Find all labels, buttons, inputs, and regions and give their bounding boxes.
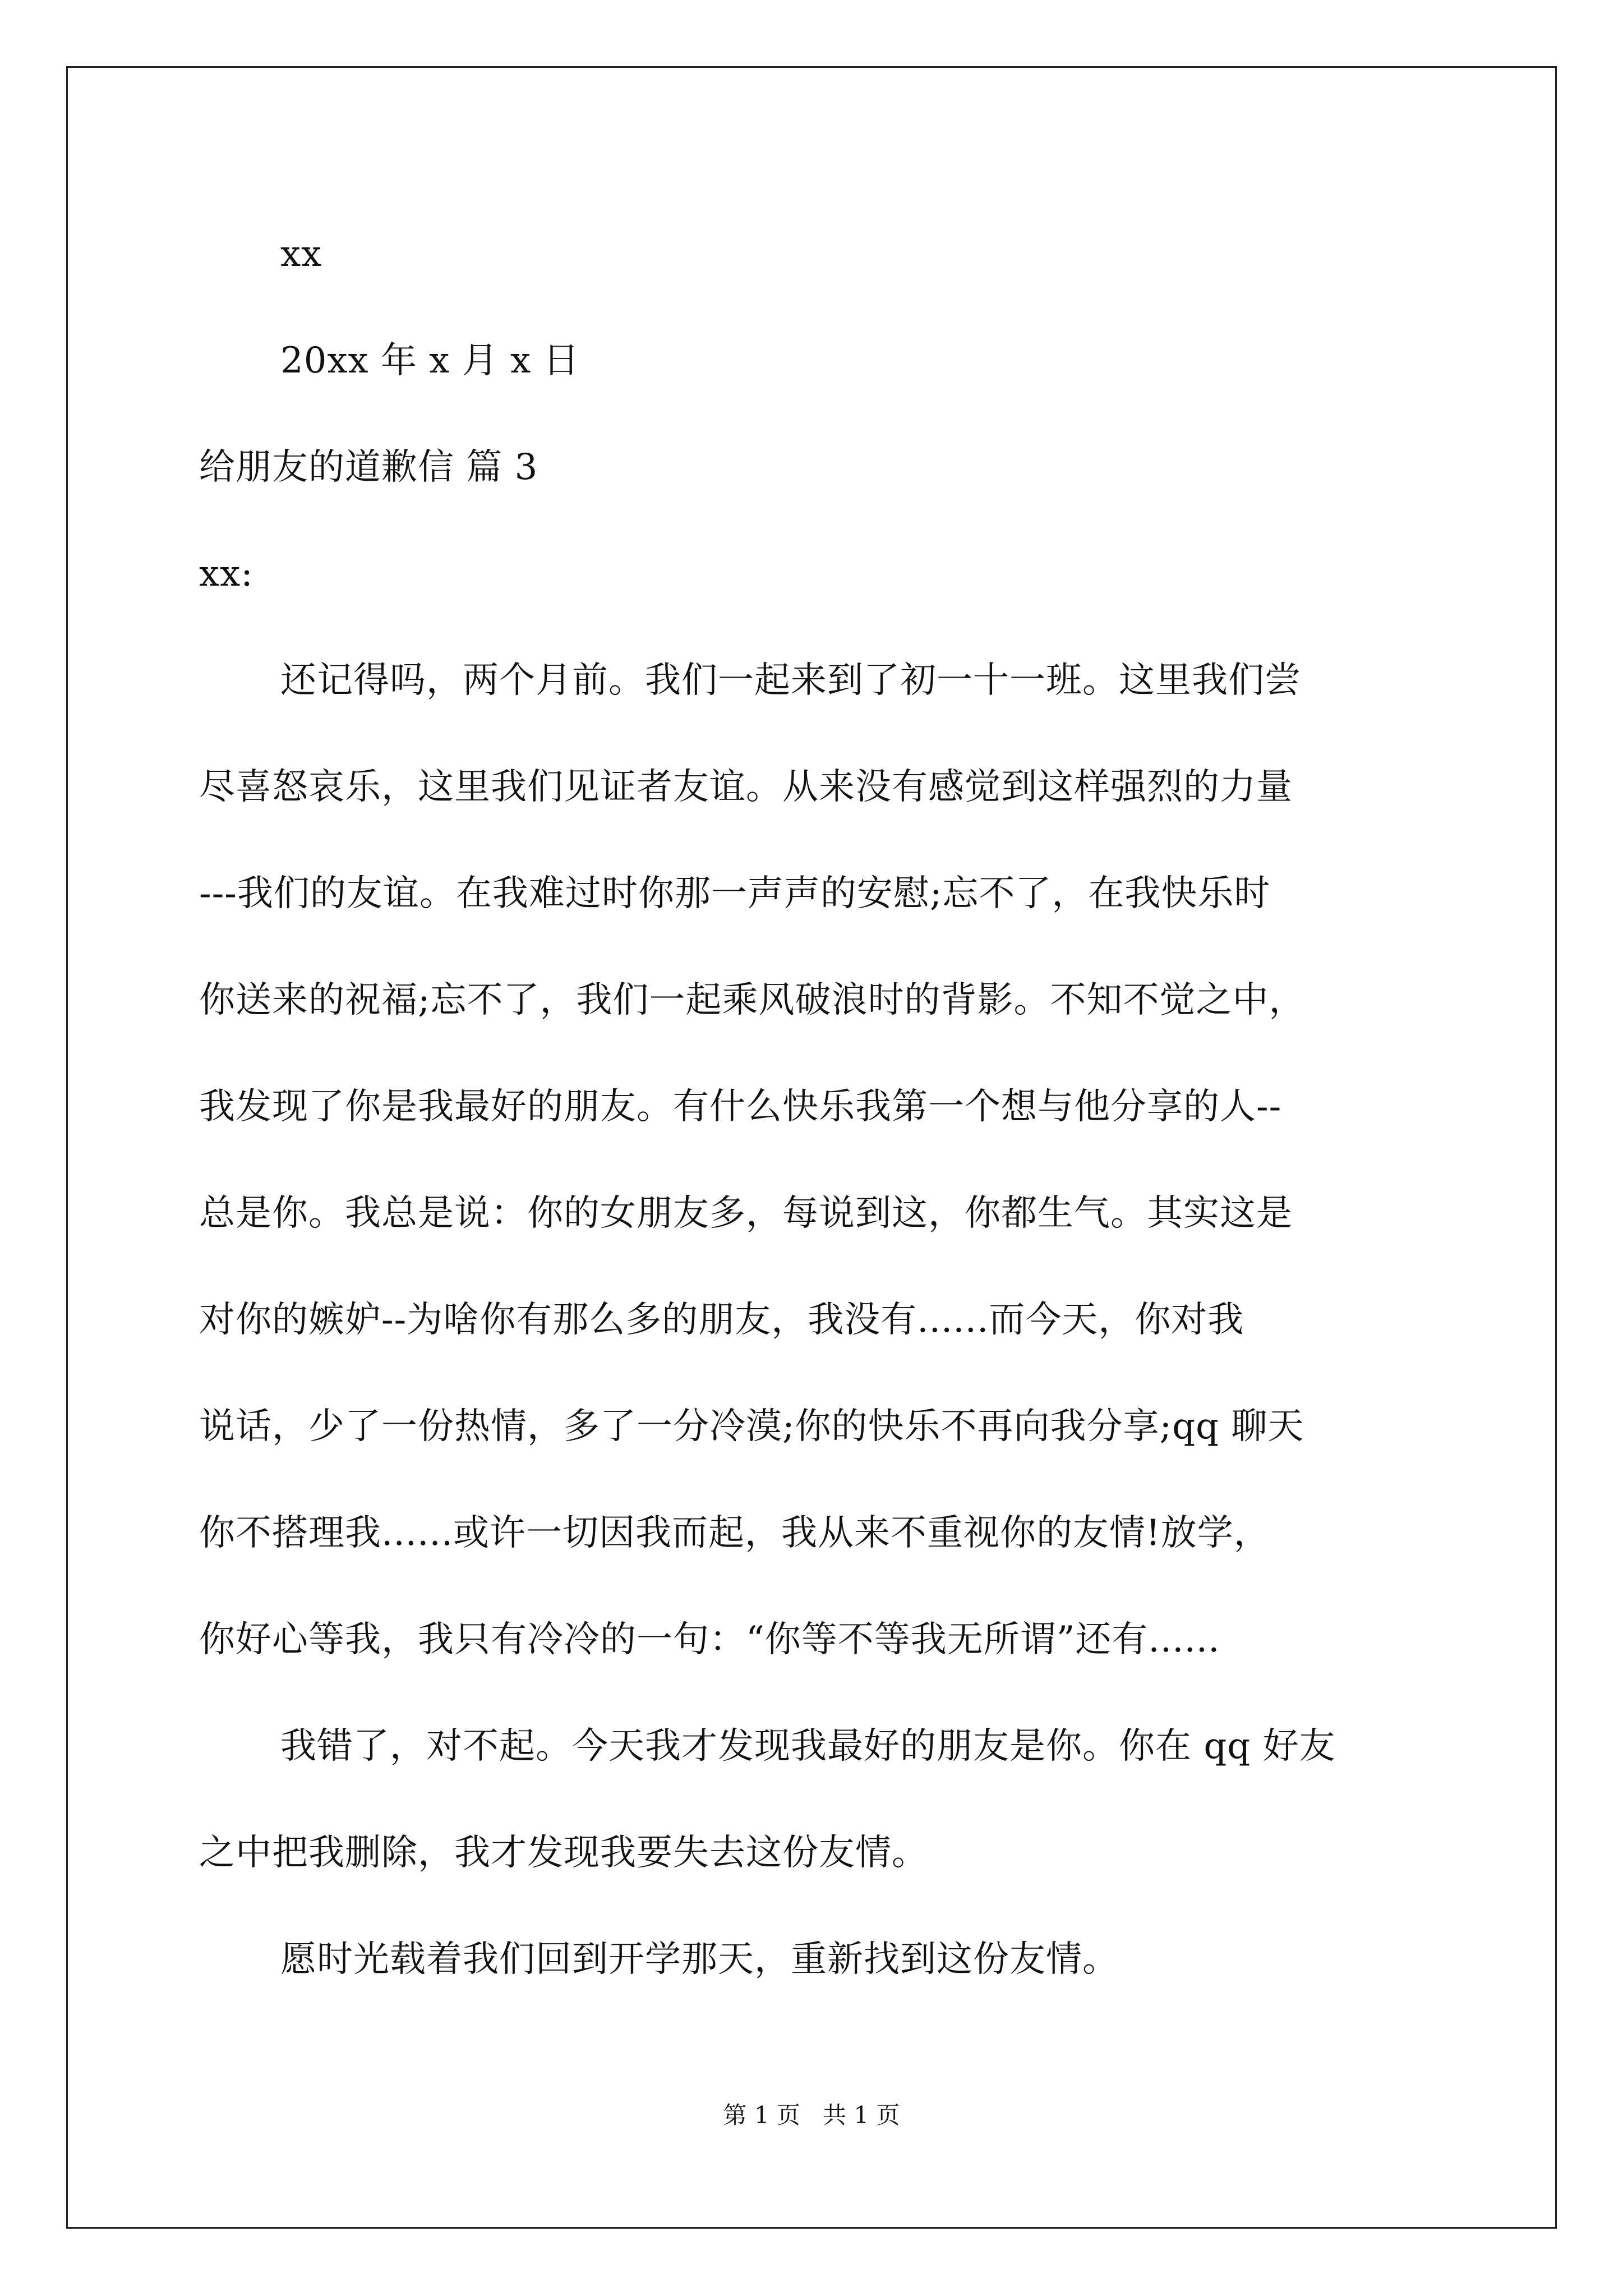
salutation: xx: (199, 553, 253, 595)
body-line: 愿时光载着我们回到开学那天，重新找到这份友情。 (280, 1939, 1119, 1980)
body-line: 我发现了你是我最好的朋友。有什么快乐我第一个想与他分享的人-- (199, 1086, 1282, 1128)
body-line: 你送来的祝福;忘不了，我们一起乘风破浪时的背影。不知不觉之中， (199, 979, 1306, 1021)
body-line: 尽喜怒哀乐，这里我们见证者友谊。从来没有感觉到这样强烈的力量 (199, 766, 1293, 808)
letter-heading: 给朋友的道歉信 篇 3 (199, 447, 538, 488)
signature-line: xx (280, 233, 322, 275)
body-line: 还记得吗，两个月前。我们一起来到了初一十一班。这里我们尝 (280, 660, 1301, 701)
date-line: 20xx 年 x 月 x 日 (280, 340, 580, 381)
page-footer: 第 1 页 共 1 页 (723, 2101, 900, 2129)
body-line: 我错了，对不起。今天我才发现我最好的朋友是你。你在 qq 好友 (280, 1726, 1336, 1767)
body-line: 你不搭理我......或许一切因我而起，我从来不重视你的友情!放学， (199, 1512, 1270, 1554)
page-border (66, 66, 1557, 2229)
body-line: 之中把我删除，我才发现我要失去这份友情。 (199, 1832, 928, 1874)
body-line: ---我们的友谊。在我难过时你那一声声的安慰;忘不了，在我快乐时 (199, 873, 1271, 914)
body-line: 说话，少了一份热情，多了一分冷漠;你的快乐不再向我分享;qq 聊天 (199, 1406, 1304, 1447)
body-line: 你好心等我，我只有冷冷的一句：“你等不等我无所谓”还有...... (199, 1619, 1220, 1660)
body-line: 对你的嫉妒--为啥你有那么多的朋友，我没有......而今天，你对我 (199, 1299, 1244, 1341)
body-line: 总是你。我总是说：你的女朋友多，每说到这，你都生气。其实这是 (199, 1193, 1293, 1234)
